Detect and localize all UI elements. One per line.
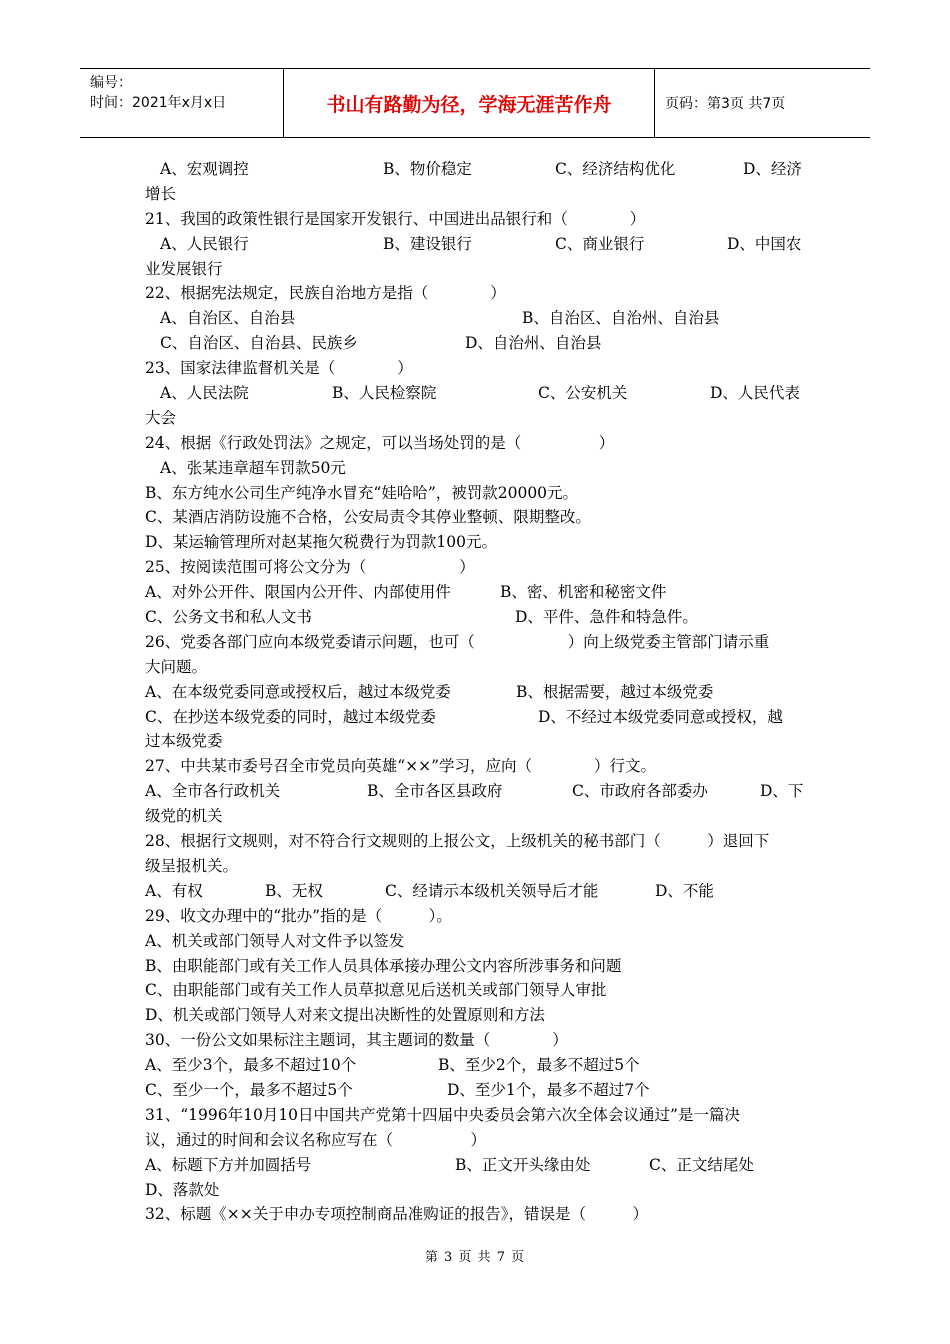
text-segment: B、正文开头缘由处 [455, 1155, 591, 1174]
text-segment: D、经济 [743, 160, 802, 178]
text-segment: 24、根据《行政处罚法》之规定，可以当场处罚的是（ ） [145, 433, 615, 452]
text-segment: D、人民代表 [710, 384, 800, 403]
text-segment: B、根据需要，越过本级党委 [516, 682, 714, 701]
text-segment: 过本级党委 [145, 732, 223, 751]
text-line [145, 978, 807, 1003]
text-segment: 增长 [145, 184, 177, 203]
text-line [145, 331, 807, 356]
time-label: 时间：2021年x月x日 [90, 95, 227, 111]
text-segment: A、对外公开件、限国内公开件、内部使用件 [145, 583, 451, 602]
text-segment: C、由职能部门或有关工作人员草拟意见后送机关或部门领导人审批 [145, 981, 607, 1000]
text-segment: C、正文结尾处 [649, 1155, 754, 1174]
text-line [145, 1078, 807, 1103]
text-line [145, 157, 807, 182]
text-line [145, 1003, 807, 1028]
page-footer: 第 3 页 共 7 页 [424, 1250, 526, 1265]
text-line [145, 1128, 807, 1153]
header-page-cell [655, 69, 870, 137]
text-segment: 大问题。 [145, 657, 208, 676]
header-meta [80, 69, 283, 137]
text-segment: D、不能 [655, 881, 714, 900]
text-segment: B、至少2个，最多不超过5个 [438, 1056, 640, 1075]
text-segment: C、市政府各部委办 [572, 782, 708, 801]
text-line [145, 381, 807, 406]
text-segment: C、至少一个，最多不超过5个 [145, 1080, 353, 1099]
text-line [145, 680, 807, 705]
text-segment: 28、根据行文规则，对不符合行文规则的上报公文，上级机关的秘书部门（ ）退回下 [145, 832, 770, 851]
page-header [80, 68, 870, 138]
text-line [145, 804, 807, 829]
text-segment: A、人民银行 [160, 234, 249, 253]
text-line [145, 207, 807, 232]
text-segment: D、不经过本级党委同意或授权，越 [538, 707, 783, 726]
text-segment: D、自治州、自治县 [465, 334, 602, 353]
serial-label: 编号： [90, 75, 132, 91]
text-segment: A、自治区、自治县 [160, 309, 296, 328]
text-segment: D、中国农 [727, 234, 802, 253]
text-segment: D、某运输管理所对赵某拖欠税费行为罚款100元。 [145, 533, 498, 552]
text-line [145, 854, 807, 879]
text-segment: D、下 [760, 782, 804, 801]
text-segment: D、至少1个，最多不超过7个 [447, 1080, 650, 1099]
text-segment: A、全市各行政机关 [145, 782, 281, 801]
text-segment: B、建设银行 [383, 234, 472, 253]
text-line [145, 406, 807, 431]
text-line [145, 754, 807, 779]
text-line [145, 505, 807, 530]
text-segment: B、物价稳定 [383, 160, 472, 178]
text-segment: 议，通过的时间和会议名称应写在（ ） [145, 1130, 487, 1149]
text-line [145, 555, 807, 580]
text-segment: B、自治区、自治州、自治县 [522, 309, 720, 328]
text-line [145, 929, 807, 954]
text-segment: 级呈报机关。 [145, 856, 239, 875]
text-line [145, 705, 807, 730]
text-line [145, 530, 807, 555]
text-segment: C、某酒店消防设施不合格，公安局责令其停业整顿、限期整改。 [145, 508, 591, 527]
text-line [145, 630, 807, 655]
text-line [145, 655, 807, 680]
text-segment: B、全市各区县政府 [367, 782, 503, 801]
text-line [145, 232, 807, 257]
text-line [145, 356, 807, 381]
text-segment: A、标题下方并加圆括号 [145, 1155, 312, 1174]
text-line [145, 1053, 807, 1078]
text-segment: A、宏观调控 [160, 160, 249, 178]
text-segment: 31、“1996年10月10日中国共产党第十四届中央委员会第六次全体会议通过”是一篇决 [145, 1105, 740, 1124]
text-line [145, 1153, 807, 1178]
text-line [145, 729, 807, 754]
text-segment: A、人民法院 [160, 384, 249, 403]
text-segment: 32、标题《××关于申办专项控制商品准购证的报告》，错误是（ ） [145, 1205, 648, 1224]
text-line [145, 779, 807, 804]
text-line [145, 431, 807, 456]
text-segment: A、机关或部门领导人对文件予以签发 [145, 931, 405, 950]
text-line [145, 829, 807, 854]
text-segment: B、密、机密和秘密文件 [500, 583, 667, 602]
text-line [145, 257, 807, 282]
text-segment: C、公安机关 [538, 384, 628, 403]
text-segment: D、平件、急件和特急件。 [515, 608, 698, 627]
text-segment: B、人民检察院 [332, 384, 437, 403]
text-line [145, 456, 807, 481]
text-segment: C、经济结构优化 [555, 160, 676, 178]
text-segment: 30、一份公文如果标注主题词，其主题词的数量（ ） [145, 1031, 568, 1050]
text-line [145, 1202, 807, 1227]
text-segment: B、由职能部门或有关工作人员具体承接办理公文内容所涉事务和问题 [145, 956, 622, 975]
text-segment: A、张某违章超车罚款50元 [160, 458, 346, 477]
text-line [145, 879, 807, 904]
text-segment: B、无权 [265, 881, 323, 900]
text-segment: 级党的机关 [145, 807, 223, 826]
text-segment: 27、中共某市委号召全市党员向英雄“××”学习，应向（ ）行文。 [145, 757, 657, 776]
text-segment: 25、按阅读范围可将公文分为（ ） [145, 558, 475, 577]
text-segment: C、自治区、自治县、民族乡 [160, 334, 358, 353]
text-segment: 21、我国的政策性银行是国家开发银行、中国进出品银行和（ ） [145, 209, 646, 228]
text-segment: A、在本级党委同意或授权后，越过本级党委 [145, 682, 451, 701]
text-line [145, 954, 807, 979]
text-segment: 29、收文办理中的“批办”指的是（ ）。 [145, 906, 452, 925]
text-segment: C、公务文书和私人文书 [145, 608, 312, 627]
text-segment: D、机关或部门领导人对来文提出决断性的处置原则和方法 [145, 1006, 545, 1025]
text-line [145, 182, 807, 207]
page-label: 页码：第3页 共7页 [665, 96, 786, 112]
text-segment: A、至少3个，最多不超过10个 [145, 1056, 357, 1075]
text-line [145, 580, 807, 605]
text-segment: 22、根据宪法规定，民族自治地方是指（ ） [145, 284, 506, 303]
text-line [145, 605, 807, 630]
header-motto-cell [283, 69, 655, 137]
text-segment: A、有权 [145, 881, 203, 900]
text-segment: D、落款处 [145, 1180, 220, 1199]
text-line [145, 904, 807, 929]
text-segment: C、经请示本级机关领导后才能 [385, 881, 599, 900]
question-body [145, 157, 807, 1227]
text-segment: C、商业银行 [555, 234, 645, 253]
text-line [145, 1103, 807, 1128]
text-line [145, 281, 807, 306]
text-segment: B、东方纯水公司生产纯净水冒充“娃哈哈”，被罚款20000元。 [145, 483, 579, 502]
text-line [145, 1028, 807, 1053]
text-segment: 26、党委各部门应向本级党委请示问题，也可（ ）向上级党委主管部门请示重 [145, 632, 770, 651]
text-line [145, 1178, 807, 1203]
motto: 书山有路勤为径，学海无涯苦作舟 [326, 93, 612, 116]
text-line [145, 481, 807, 506]
text-line [145, 306, 807, 331]
text-segment: 大会 [145, 408, 177, 427]
text-segment: 业发展银行 [145, 259, 223, 278]
text-segment: 23、国家法律监督机关是（ ） [145, 359, 413, 378]
text-segment: C、在抄送本级党委的同时，越过本级党委 [145, 707, 436, 726]
